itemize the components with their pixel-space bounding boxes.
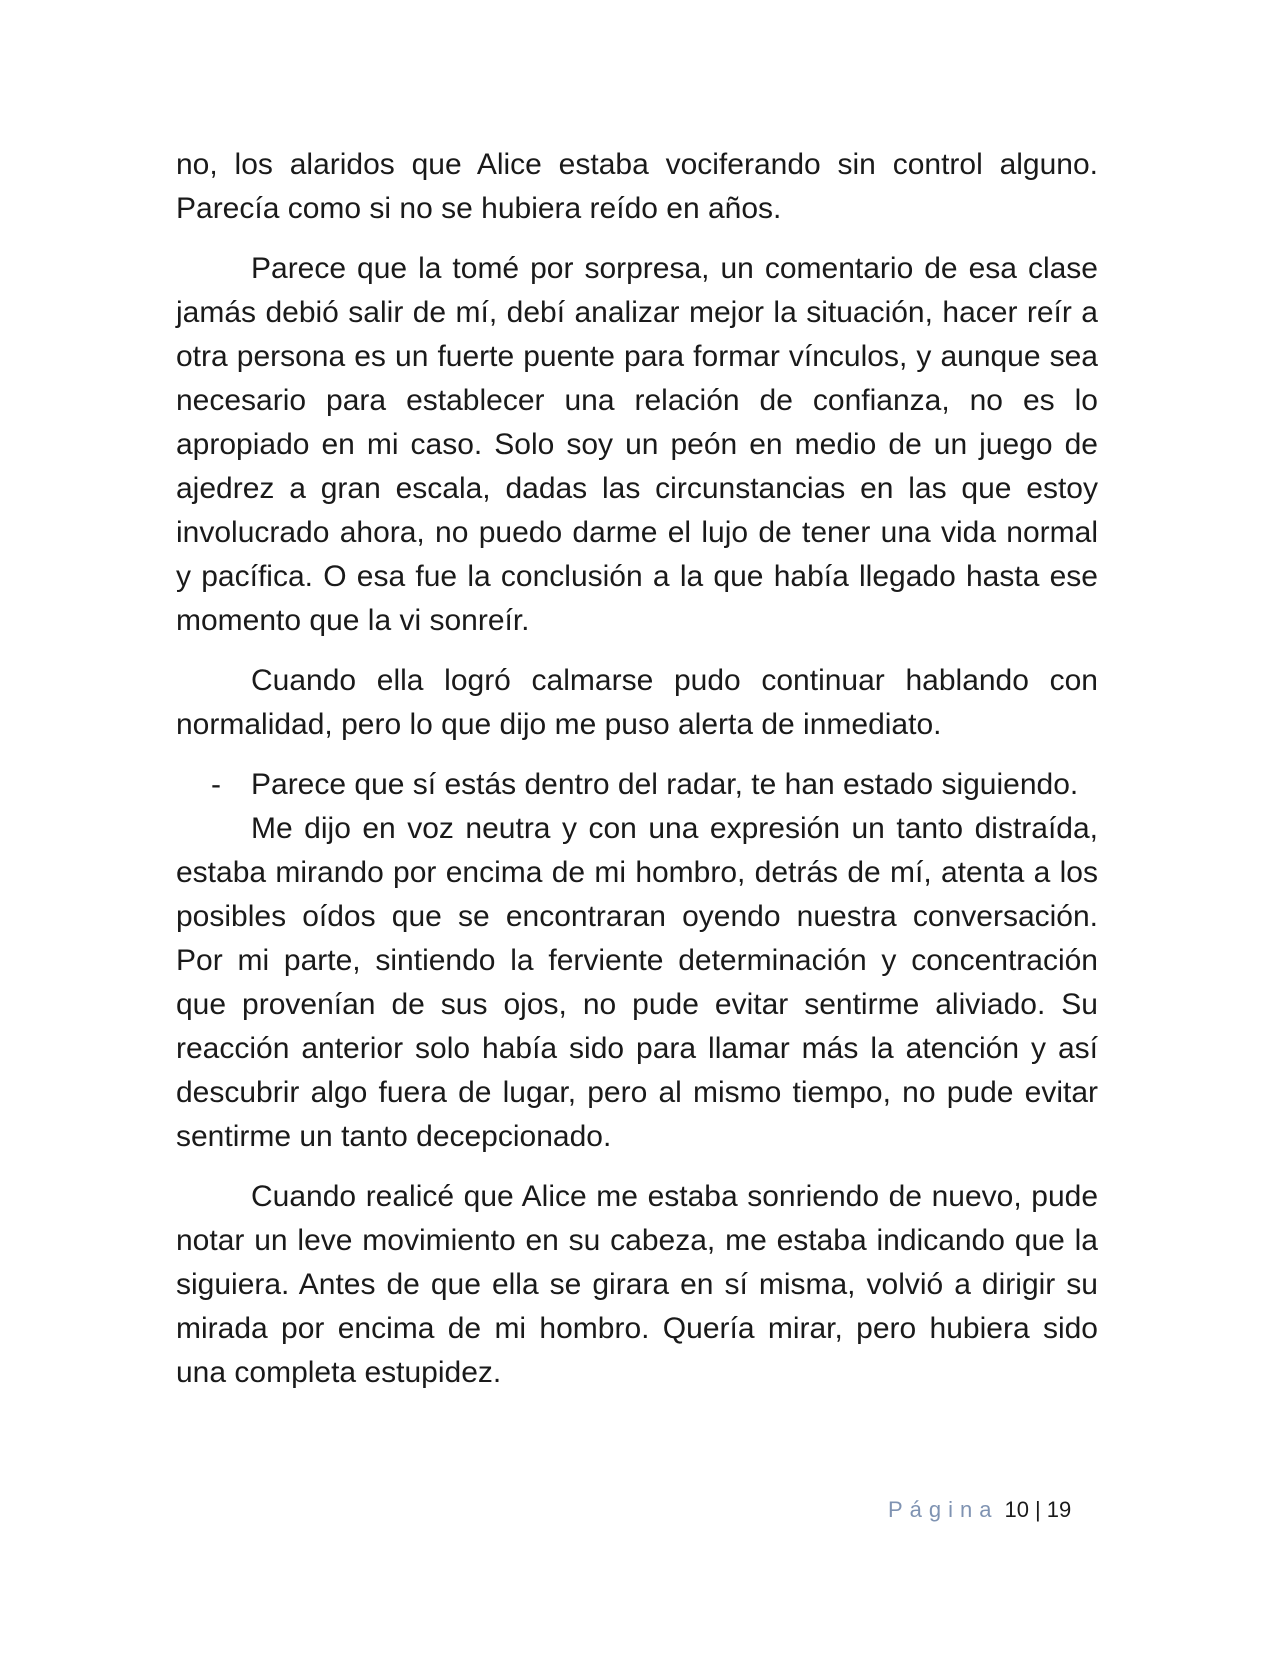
paragraph-3: Cuando ella logró calmarse pudo continuar hablando con normalidad, pero lo que dijo me puso alerta de inmediato. <box>176 664 1098 741</box>
footer-current-page: 10 <box>1004 1497 1029 1522</box>
footer-separator: | <box>1035 1497 1041 1522</box>
dialogue-dash: - <box>211 768 221 801</box>
paragraph-4: Me dijo en voz neutra y con una expresión un tanto distraída, estaba mirando por encima de mi hombro, detrás de mí, atenta a los posibles oídos que se encontraran oyendo nuestra conversación. Por mi parte, sintiendo la ferviente determinación y concentración que provenían de sus ojos, no pude evitar sentirme aliviado. Su reacción anterior solo había sido para llamar más la atención y así descubrir algo fuera de lugar, pero al mismo tiempo, no pude evitar sentirme un tanto decepcionado. <box>176 812 1098 1153</box>
footer-total-pages: 19 <box>1046 1497 1072 1522</box>
paragraph-2: Parece que la tomé por sorpresa, un comentario de esa clase jamás debió salir de mí, debí analizar mejor la situación, hacer reír a otra persona es un fuerte puente para formar vínculos, y aunque sea necesario para establecer una relación de confianza, no es lo apropiado en mi caso. Solo soy un peón en medio de un juego de ajedrez a gran escala, dadas las circunstancias en las que estoy involucrado ahora, no puedo darme el lujo de tener una vida normal y pacífica. O esa fue la conclusión a la que había llegado hasta ese momento que la vi sonreír. <box>176 252 1098 637</box>
footer-page-label: Página <box>888 1497 999 1522</box>
paragraph-1: no, los alaridos que Alice estaba vociferando sin control alguno. Parecía como si no se hubiera reído en años. <box>176 148 1098 225</box>
dialogue-text: Parece que sí estás dentro del radar, te han estado siguiendo. <box>251 768 1079 801</box>
body-text <box>176 143 1098 1395</box>
paragraph-5: Cuando realicé que Alice me estaba sonriendo de nuevo, pude notar un leve movimiento en su cabeza, me estaba indicando que la siguiera. Antes de que ella se girara en sí misma, volvió a dirigir su mirada por encima de mi hombro. Quería mirar, pero hubiera sido una completa estupidez. <box>176 1180 1098 1389</box>
page-footer <box>888 1495 1071 1525</box>
dialogue-line <box>176 763 1098 807</box>
